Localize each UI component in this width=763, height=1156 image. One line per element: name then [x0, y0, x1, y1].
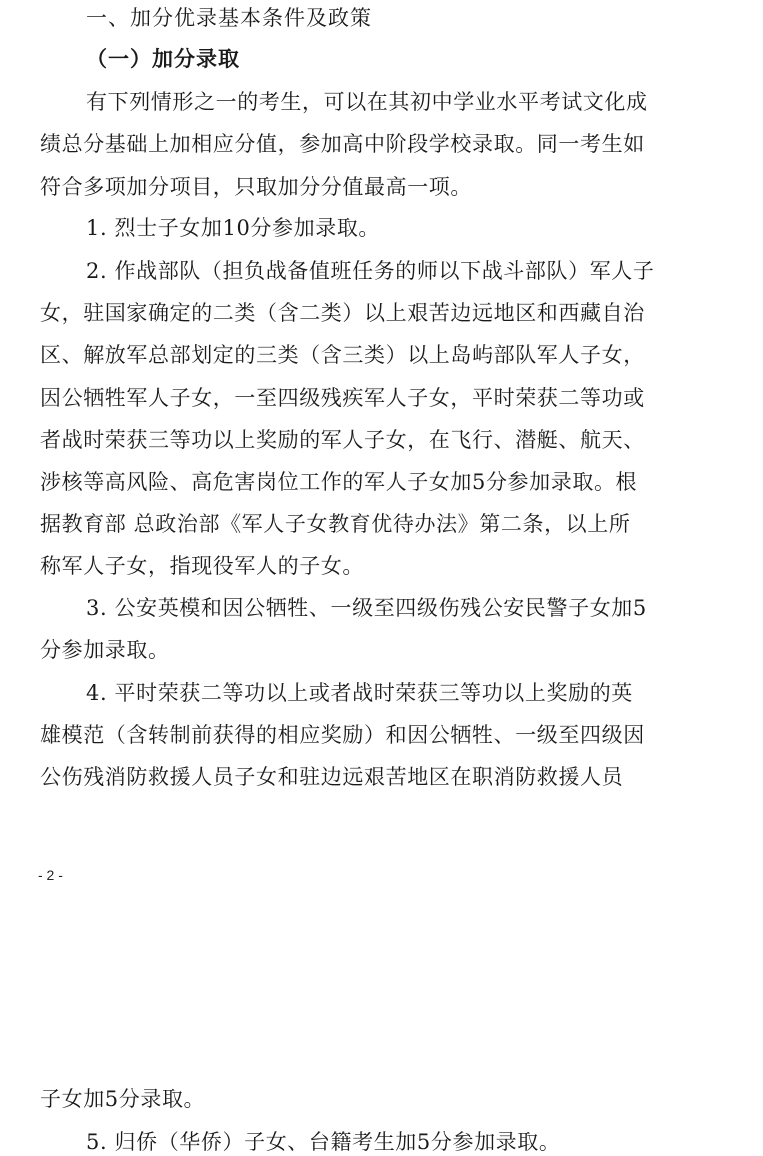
intro-line-1: 有下列情形之一的考生，可以在其初中学业水平考试文化成 — [86, 90, 648, 114]
page-number: - 2 - — [38, 867, 63, 883]
item-4-line-1: 4. 平时荣获二等功以上或者战时荣获三等功以上奖励的英 — [86, 681, 633, 705]
item-2-line-5: 者战时荣获三等功以上奖励的军人子女，在飞行、潜艇、航天、 — [40, 428, 645, 452]
item-2-line-2: 女，驻国家确定的二类（含二类）以上艰苦边远地区和西藏自治 — [40, 301, 645, 325]
item-4-line-3: 公伤残消防救援人员子女和驻边远艰苦地区在职消防救援人员 — [40, 765, 624, 789]
item-2-line-6: 涉核等高风险、高危害岗位工作的军人子女加5分参加录取。根 — [40, 470, 638, 494]
item-3-line-1: 3. 公安英模和因公牺牲、一级至四级伤残公安民警子女加5 — [86, 596, 647, 620]
item-2-line-3: 区、解放军总部划定的三类（含三类）以上岛屿部队军人子女， — [40, 343, 645, 367]
subsection-heading: （一）加分录取 — [86, 47, 240, 71]
item-2-line-4: 因公牺牲军人子女，一至四级残疾军人子女，平时荣获二等功或 — [40, 386, 645, 410]
item-2-line-1: 2. 作战部队（担负战备值班任务的师以下战斗部队）军人子 — [86, 259, 655, 283]
continuation-line: 子女加5分录取。 — [40, 1087, 206, 1111]
item-4-line-2: 雄模范（含转制前获得的相应奖励）和因公牺牲、一级至四级因 — [40, 723, 645, 747]
item-2-line-8: 称军人子女，指现役军人的子女。 — [40, 554, 364, 578]
item-2-line-7: 据教育部 总政治部《军人子女教育优待办法》第二条，以上所 — [40, 512, 631, 536]
section-heading: 一、加分优录基本条件及政策 — [86, 6, 372, 30]
intro-line-2: 绩总分基础上加相应分值，参加高中阶段学校录取。同一考生如 — [40, 132, 645, 156]
intro-line-3: 符合多项加分项目，只取加分分值最高一项。 — [40, 175, 472, 199]
item-5: 5. 归侨（华侨）子女、台籍考生加5分参加录取。 — [86, 1130, 561, 1154]
item-3-line-2: 分参加录取。 — [40, 638, 170, 662]
item-1: 1. 烈士子女加10分参加录取。 — [86, 216, 381, 240]
